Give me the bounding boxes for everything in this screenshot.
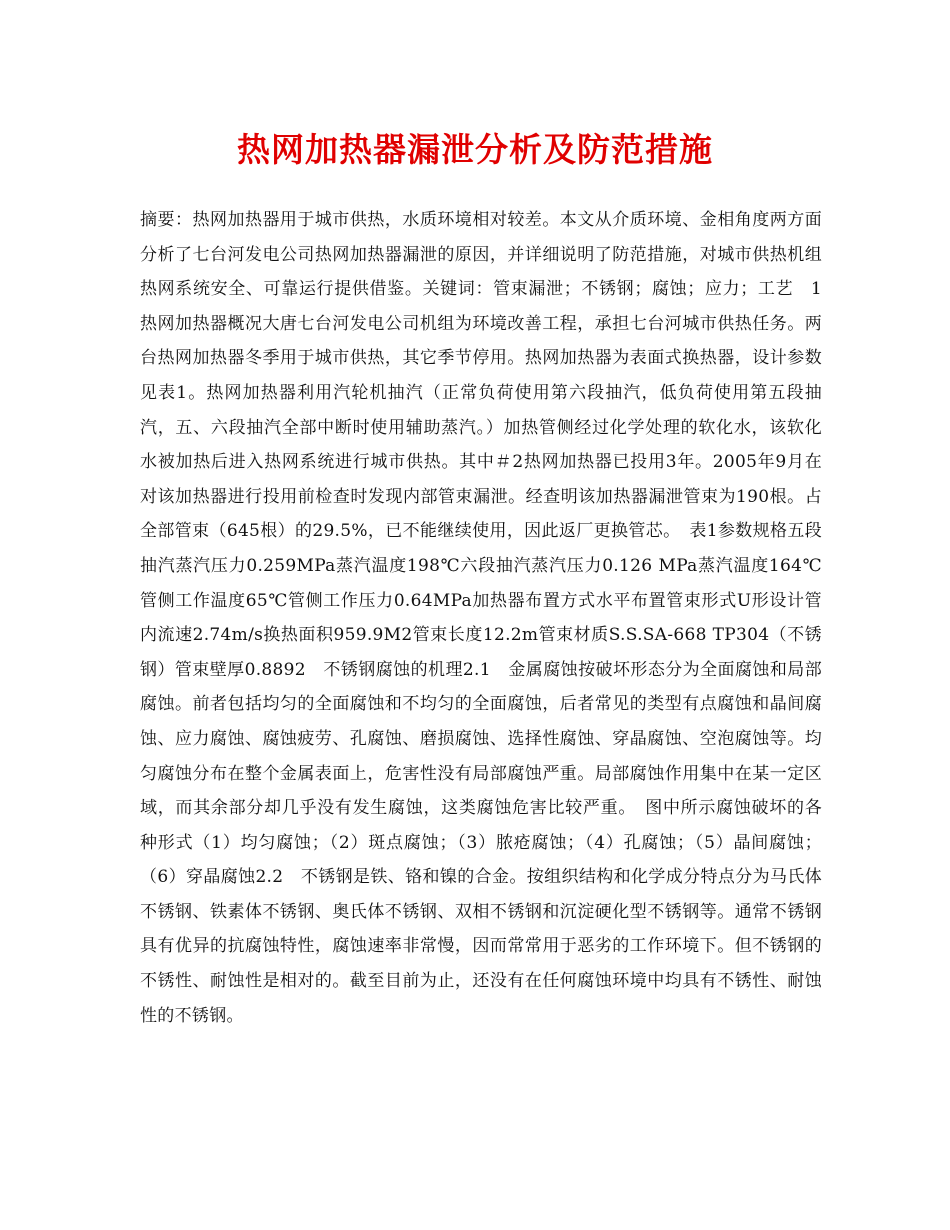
document-title: 热网加热器漏泄分析及防范措施 <box>237 130 713 169</box>
document-body: 摘要：热网加热器用于城市供热，水质环境相对较差。本文从介质环境、金相角度两方面分析了七台河发电公司热网加热器漏泄的原因，并详细说明了防范措施，对城市供热机组热网系统安全、可靠运行提供借鉴。关键词：管束漏泄；不锈钢；腐蚀；应力；工艺 1 热网加热器概况大唐七台河发电公司机组为环境改善工程，承担七台河城市供热任务。两台热网加热器冬季用于城市供热，其它季节停用。热网加热器为表面式换热器，设计参数见表1。热网加热器利用汽轮机抽汽（正常负荷使用第六段抽汽，低负荷使用第五段抽汽，五、六段抽汽全部中断时使用辅助蒸汽。）加热管侧经过化学处理的软化水，该软化水被加热后进入热网系统进行城市供热。其中＃2热网加热器已投用3年。2005年9月在对该加热器进行投用前检查时发现内部管束漏泄。经查明该加热器漏泄管束为190根。占全部管束（645根）的29.5%，已不能继续使用，因此返厂更换管芯。 表1参数规格五段抽汽蒸汽压力0.259MPa蒸汽温度198℃六段抽汽蒸汽压力0.126 MPa蒸汽温度164℃管侧工作温度65℃管侧工作压力0.64MPa加热器布置方式水平布置管束形式U形设计管内流速2.74m/s换热面积959.9M2管束长度12.2m管束材质S.S.SA-668 TP304（不锈钢）管束壁厚0.8892 不锈钢腐蚀的机理2.1 金属腐蚀按破坏形态分为全面腐蚀和局部腐蚀。前者包括均匀的全面腐蚀和不均匀的全面腐蚀，后者常见的类型有点腐蚀和晶间腐蚀、应力腐蚀、腐蚀疲劳、孔腐蚀、磨损腐蚀、选择性腐蚀、穿晶腐蚀、空泡腐蚀等。均匀腐蚀分布在整个金属表面上，危害性没有局部腐蚀严重。局部腐蚀作用集中在某一定区域，而其余部分却几乎没有发生腐蚀，这类腐蚀危害比较严重。 图中所示腐蚀破坏的各种形式（1）均匀腐蚀；（2）斑点腐蚀；（3）脓疮腐蚀；（4）孔腐蚀；（5）晶间腐蚀；（6）穿晶腐蚀2.2 不锈钢是铁、铬和镍的合金。按组织结构和化学成分特点分为马氏体不锈钢、铁素体不锈钢、奥氏体不锈钢、双相不锈钢和沉淀硬化型不锈钢等。通常不锈钢具有优异的抗腐蚀特性，腐蚀速率非常慢，因而常常用于恶劣的工作环境下。但不锈钢的不锈性、耐蚀性是相对的。截至目前为止，还没有在任何腐蚀环境中均具有不锈性、耐蚀性的不锈钢。 <box>140 210 840 1026</box>
